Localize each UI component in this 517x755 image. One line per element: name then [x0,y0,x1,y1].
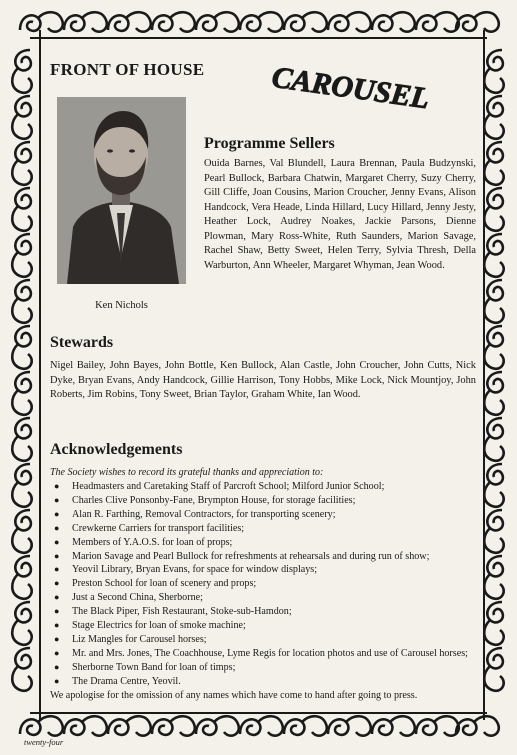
list-item: ● Yeovil Library, Bryan Evans, for space for window displays; [50,563,480,577]
list-item: ● Stage Electrics for loan of smoke machine; [50,619,480,633]
list-item: ● Sherborne Town Band for loan of timps; [50,661,480,675]
list-item: ● Members of Y.A.O.S. for loan of props; [50,536,480,550]
list-item: ● Just a Second China, Sherborne; [50,591,480,605]
list-item: ● Liz Mangles for Carousel horses; [50,633,480,647]
programme-sellers-list: Ouida Barnes, Val Blundell, Laura Brennan, Paula Budzynski, Pearl Bullock, Barbara Chatwin, Margaret Cherry, Suzy Cherry, Gill Cliffe, Joan Cousins, Marion Croucher, Jenny Evans, Alison Handcock, Vera Heade, Linda Hillard, Lucy Hillard, Jenny Jesty, Heather Lock, Audrey Noakes, Jackie Parsons, Dienne Plowman, Mary Ross-White, Ruth Saunders, Marion Savage, Rachel Shaw, Betty Sweet, Helen Terry, Sylvia Thresh, Della Warburton, Ann Wheeler, Margaret Whyman, Jean Wood. [204,158,476,271]
portrait-photo [57,97,186,284]
list-item: ● The Black Piper, Fish Restaurant, Stoke-sub-Hamdon; [50,605,480,619]
list-item: ● Headmasters and Caretaking Staff of Parcroft School; Milford Junior School; [50,480,480,494]
stewards-list: Nigel Bailey, John Bayes, John Bottle, Ken Bullock, Alan Castle, John Croucher, John Cutts, Nick Dyke, Bryan Evans, Andy Handcock, Gillie Harrison, Tony Hobbs, Mike Lock, Nick Mountjoy, John Roberts, Jim Robins, Tony Sweet, Brian Taylor, Graham White, Ian Wood. [50,360,476,400]
list-item: ● Mr. and Mrs. Jones, The Coachhouse, Lyme Regis for location photos and use of Carousel horses; [50,647,480,661]
list-item: ● Crewkerne Carriers for transport facilities; [50,522,480,536]
list-item: ● Preston School for loan of scenery and props; [50,577,480,591]
apology-note: We apologise for the omission of any names which have come to hand after going to press. [50,690,418,701]
carousel-logo [268,52,432,116]
page-title: FRONT OF HOUSE [50,60,205,79]
stewards-heading: Stewards [50,334,114,351]
list-item: ● Charles Clive Ponsonby-Fane, Brympton House, for storage facilities; [50,494,480,508]
programme-sellers-heading: Programme Sellers [204,135,335,152]
acknowledgements-heading: Acknowledgements [50,441,183,458]
logo-text: CAROUSEL [269,60,432,116]
list-item: ● Marion Savage and Pearl Bullock for refreshments at rehearsals and during run of show; [50,550,480,564]
acknowledgements-intro: The Society wishes to record its grateful thanks and appreciation to: [50,467,324,478]
page-number: twenty-four [24,737,64,747]
list-item: ● The Drama Centre, Yeovil. [50,675,480,689]
photo-caption: Ken Nichols [95,300,148,311]
acknowledgements-list [50,480,480,689]
list-item: ● Alan R. Farthing, Removal Contractors, for transporting scenery; [50,508,480,522]
